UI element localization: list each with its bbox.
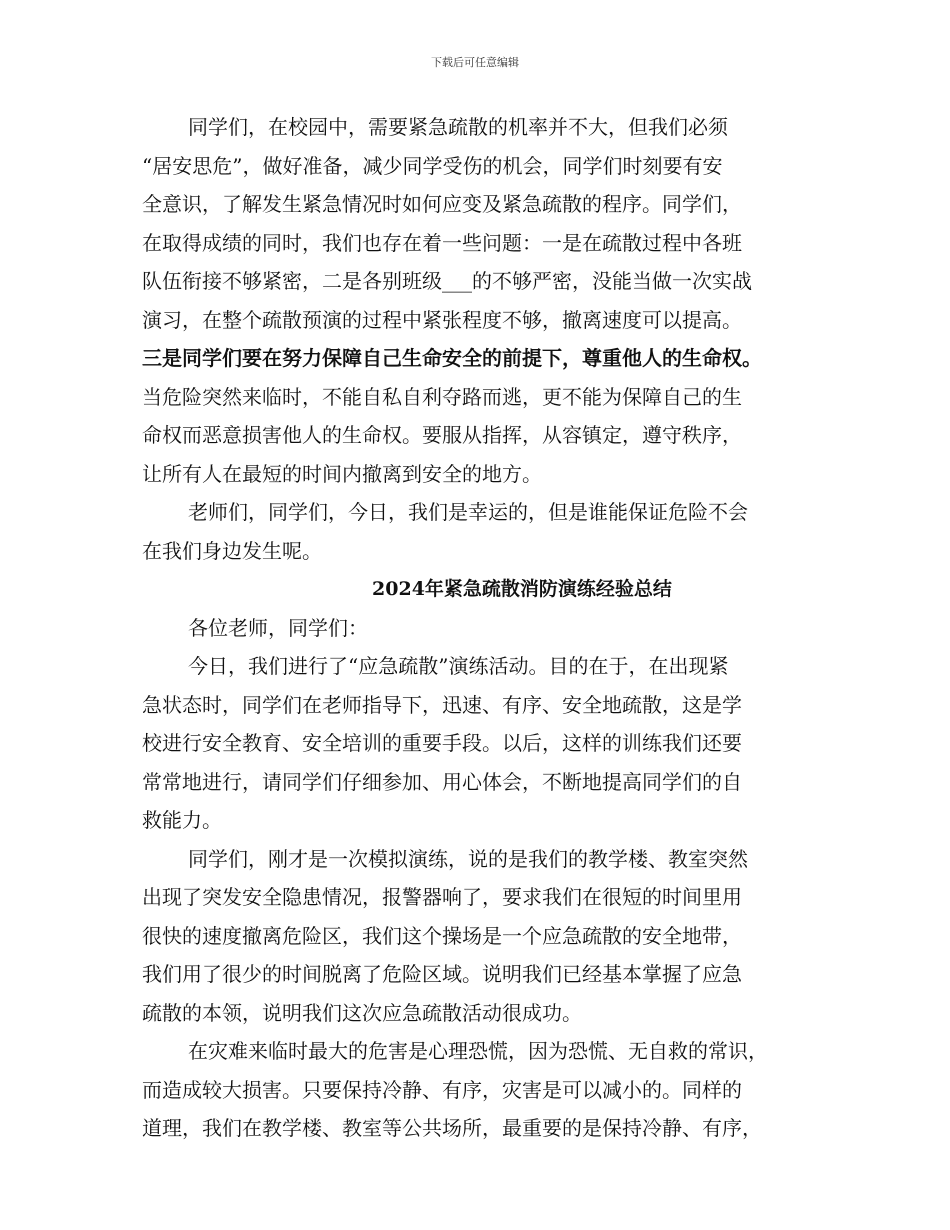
text-line: 在灾难来临时最大的危害是心理恐慌，因为恐慌、无自救的常识， [188, 1039, 768, 1063]
text-line: 同学们，刚才是一次模拟演练，说的是我们的教学楼、教室突然 [188, 846, 748, 871]
text-line: 疏散的本领，说明我们这次应急疏散活动很成功。 [142, 1000, 582, 1025]
document-body [142, 108, 832, 1148]
text-line: 老师们，同学们，今日，我们是幸运的，但是谁能保证危险不会 [188, 500, 748, 524]
text-line: 在取得成绩的同时，我们也存在着一些问题：一是在疏散过程中各班 [142, 230, 742, 255]
page-header: 下载后可任意编辑 [431, 56, 519, 69]
section-title: 2024年紧急疏散消防演练经验总结 [372, 578, 672, 600]
text-line: 队伍衔接不够紧密，二是各别班级___的不够严密，没能当做一次实战 [142, 269, 752, 293]
text-line: 同学们，在校园中，需要紧急疏散的机率并不大，但我们必须 [188, 115, 728, 139]
text-line: 当危险突然来临时，不能自私自利夺路而逃，更不能为保障自己的生 [142, 384, 742, 409]
text-line: 校进行安全教育、安全培训的重要手段。以后，这样的训练我们还要 [142, 731, 742, 755]
text-line: 急状态时，同学们在老师指导下，迅速、有序、安全地疏散，这是学 [142, 692, 742, 717]
text-line: 我们用了很少的时间脱离了危险区域。说明我们已经基本掌握了应急 [142, 962, 742, 986]
text-line: 让所有人在最短的时间内撤离到安全的地方。 [142, 461, 542, 486]
text-line: 各位老师，同学们： [188, 615, 368, 640]
text-line: 而造成较大损害。只要保持冷静、有序，灾害是可以减小的。同样的 [142, 1077, 742, 1102]
text-line: 很快的速度撤离危险区，我们这个操场是一个应急疏散的安全地带， [142, 923, 742, 948]
text-line: 三是同学们要在努力保障自己生命安全的前提下，尊重他人的生命权。 [142, 346, 762, 370]
text-line: 常常地进行，请同学们仔细参加、用心体会，不断地提高同学们的自 [142, 769, 742, 794]
text-line: 今日，我们进行了“应急疏散”演练活动。目的在于，在出现紧 [188, 654, 729, 678]
text-line: “居安思危”，做好准备，减少同学受伤的机会，同学们时刻要有安 [142, 153, 723, 178]
text-line: 全意识，了解发生紧急情况时如何应变及紧急疏散的程序。同学们， [142, 192, 742, 216]
text-line: 救能力。 [142, 808, 222, 832]
text-line: 命权而恶意损害他人的生命权。要服从指挥，从容镇定，遵守秩序， [142, 423, 742, 447]
text-line: 道理，我们在教学楼、教室等公共场所，最重要的是保持冷静、有序， [142, 1116, 762, 1140]
text-line: 出现了突发安全隐患情况，报警器响了，要求我们在很短的时间里用 [142, 885, 742, 909]
text-line: 演习，在整个疏散预演的过程中紧张程度不够，撤离速度可以提高。 [142, 307, 742, 332]
text-line: 在我们身边发生呢。 [142, 538, 322, 563]
